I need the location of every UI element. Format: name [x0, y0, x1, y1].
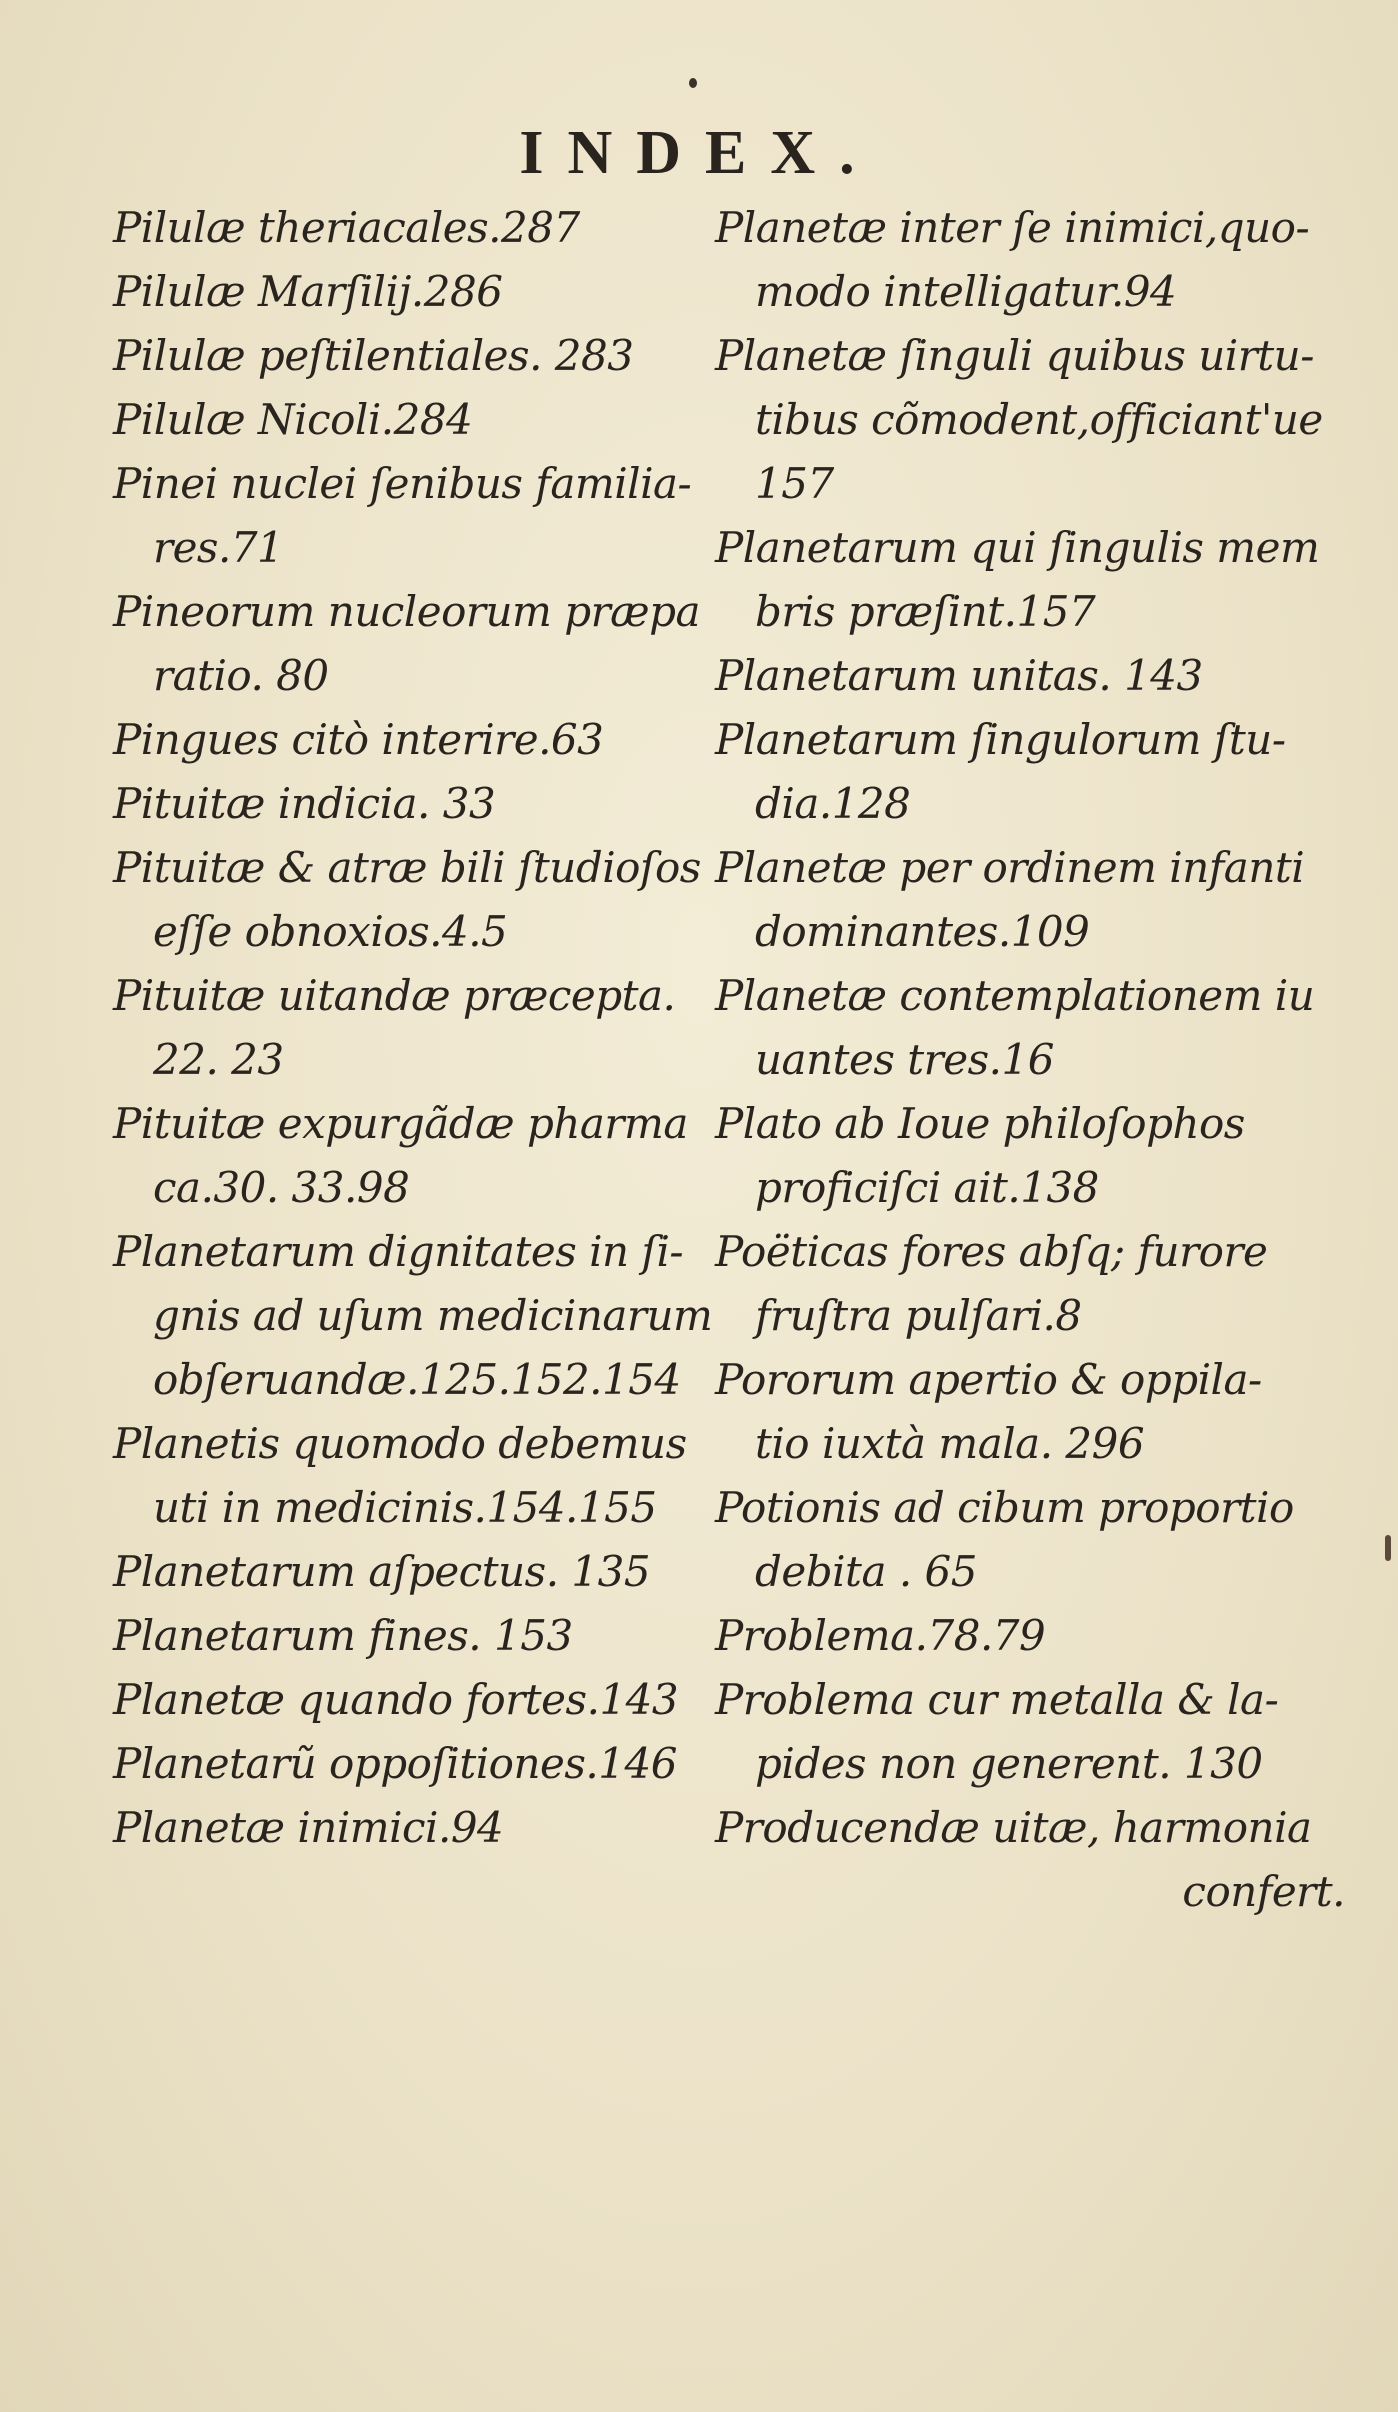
entry-headword-line: Planetæ per ordinem infanti: [715, 843, 1305, 892]
right-index-column: [715, 196, 1355, 1924]
entry-continuation-line: tibus cõmodent,officiant'ue: [755, 395, 1323, 444]
entry-headword-line: Pituitæ & atræ bili ſtudioſos: [113, 843, 701, 892]
entry-headword-line: Poëticas fores abſq; furore: [715, 1227, 1268, 1276]
entry-headword-line: Planetæ inter ſe inimici,quo-: [715, 203, 1310, 252]
entry-continuation-line: dia.128: [755, 779, 911, 828]
ink-dot: [689, 78, 697, 88]
entry-headword-line: Planetarum aſpectus. 135: [113, 1547, 651, 1596]
index-entry: [113, 1604, 693, 1668]
index-entry: [715, 644, 1355, 708]
index-entry: [113, 1412, 693, 1540]
index-entry: [113, 836, 701, 964]
entry-continuation-line: uantes tres.16: [755, 1035, 1054, 1084]
index-title: INDEX.: [519, 119, 879, 187]
entry-continuation-line: obſeruandæ.125.152.154: [153, 1355, 681, 1404]
entry-headword-line: Problema.78.79: [715, 1611, 1046, 1660]
index-entry: [113, 1796, 693, 1860]
entry-continuation-line: ratio. 80: [153, 651, 329, 700]
entry-headword-line: Planetarum ſingulorum ſtu-: [715, 715, 1286, 764]
index-entry: [113, 1092, 693, 1220]
index-entry: [715, 1604, 1355, 1668]
entry-continuation-line: confert.: [1182, 1867, 1345, 1916]
entry-headword-line: Pilulæ Marſilij.286: [113, 267, 503, 316]
entry-continuation-line: 157: [755, 459, 834, 508]
index-entry: [715, 1092, 1355, 1220]
entry-headword-line: Pilulæ Nicoli.284: [113, 395, 473, 444]
entry-continuation-line: uti in medicinis.154.155: [153, 1483, 657, 1532]
entry-headword-line: Producendæ uitæ, harmonia: [715, 1803, 1312, 1852]
index-entry: [113, 196, 693, 260]
index-entry: [113, 260, 693, 324]
entry-headword-line: Pituitæ indicia. 33: [113, 779, 496, 828]
entry-headword-line: Pituitæ uitandæ præcepta.: [113, 971, 676, 1020]
entry-continuation-line: res.71: [153, 523, 284, 572]
entry-headword-line: Planetæ ſinguli quibus uirtu-: [715, 331, 1314, 380]
index-entry: [113, 1540, 693, 1604]
index-entry: [715, 196, 1355, 324]
entry-headword-line: Planetarum qui ſingulis mem: [715, 523, 1320, 572]
index-entry: [113, 1668, 693, 1732]
entry-headword-line: Planetæ quando fortes.143: [113, 1675, 679, 1724]
index-entry: [113, 1732, 693, 1796]
index-entry: [715, 836, 1355, 964]
entry-headword-line: Pingues citò interire.63: [113, 715, 604, 764]
entry-continuation-line: proficiſci ait.138: [755, 1163, 1099, 1212]
entry-headword-line: Plato ab Ioue philoſophos: [715, 1099, 1245, 1148]
entry-continuation-line: 22. 23: [153, 1035, 284, 1084]
page-header: [0, 118, 1398, 189]
entry-headword-line: Planetis quomodo debemus: [113, 1419, 687, 1468]
entry-headword-line: Planetarũ oppoſitiones.146: [113, 1739, 677, 1788]
index-entry: [113, 324, 693, 388]
entry-continuation-line: fruſtra pulſari.8: [755, 1291, 1082, 1340]
entry-continuation-line: debita . 65: [755, 1547, 977, 1596]
entry-headword-line: Pineorum nucleorum præpa: [113, 587, 701, 636]
entry-continuation-line: gnis ad uſum medicinarum: [153, 1291, 713, 1340]
index-entry: [113, 580, 701, 708]
entry-headword-line: Pilulæ theriacales.287: [113, 203, 580, 252]
entry-headword-line: Pituitæ expurgãdæ pharma: [113, 1099, 688, 1148]
index-entry: [715, 964, 1355, 1092]
entry-continuation-line: tio iuxtà mala. 296: [755, 1419, 1145, 1468]
entry-continuation-line: pides non generent. 130: [755, 1739, 1263, 1788]
index-entry: [113, 1220, 713, 1412]
index-entry: [113, 388, 693, 452]
entry-headword-line: Problema cur metalla & la-: [715, 1675, 1279, 1724]
entry-headword-line: Pilulæ peſtilentiales. 283: [113, 331, 634, 380]
entry-headword-line: Pororum apertio & oppila-: [715, 1355, 1262, 1404]
index-entry: [715, 1476, 1355, 1604]
index-entry: [715, 324, 1355, 516]
entry-continuation-line: eſſe obnoxios.4.5: [153, 907, 508, 956]
entry-continuation-line: bris præſint.157: [755, 587, 1096, 636]
entry-headword-line: Planetæ inimici.94: [113, 1803, 504, 1852]
index-entry: [113, 452, 693, 580]
index-entry: [715, 516, 1355, 644]
entry-headword-line: Planetarum unitas. 143: [715, 651, 1203, 700]
index-entry: [715, 1220, 1355, 1348]
index-entry: [113, 708, 693, 772]
entry-headword-line: Potionis ad cibum proportio: [715, 1483, 1294, 1532]
entry-continuation-line: dominantes.109: [755, 907, 1090, 956]
index-entry: [113, 772, 693, 836]
entry-headword-line: Planetarum fines. 153: [113, 1611, 573, 1660]
entry-headword-line: Planetarum dignitates in ſi-: [113, 1227, 684, 1276]
entry-continuation-line: ca.30. 33.98: [153, 1163, 410, 1212]
index-entry: [715, 708, 1355, 836]
index-entry: [715, 1348, 1355, 1476]
entry-headword-line: Planetæ contemplationem iu: [715, 971, 1315, 1020]
index-entry: [113, 964, 693, 1092]
margin-smudge: [1385, 1535, 1391, 1561]
entry-headword-line: Pinei nuclei ſenibus familia-: [113, 459, 692, 508]
index-entry: [715, 1796, 1355, 1924]
entry-continuation-line: modo intelligatur.94: [755, 267, 1177, 316]
left-index-column: [113, 196, 713, 1860]
index-entry: [715, 1668, 1355, 1796]
